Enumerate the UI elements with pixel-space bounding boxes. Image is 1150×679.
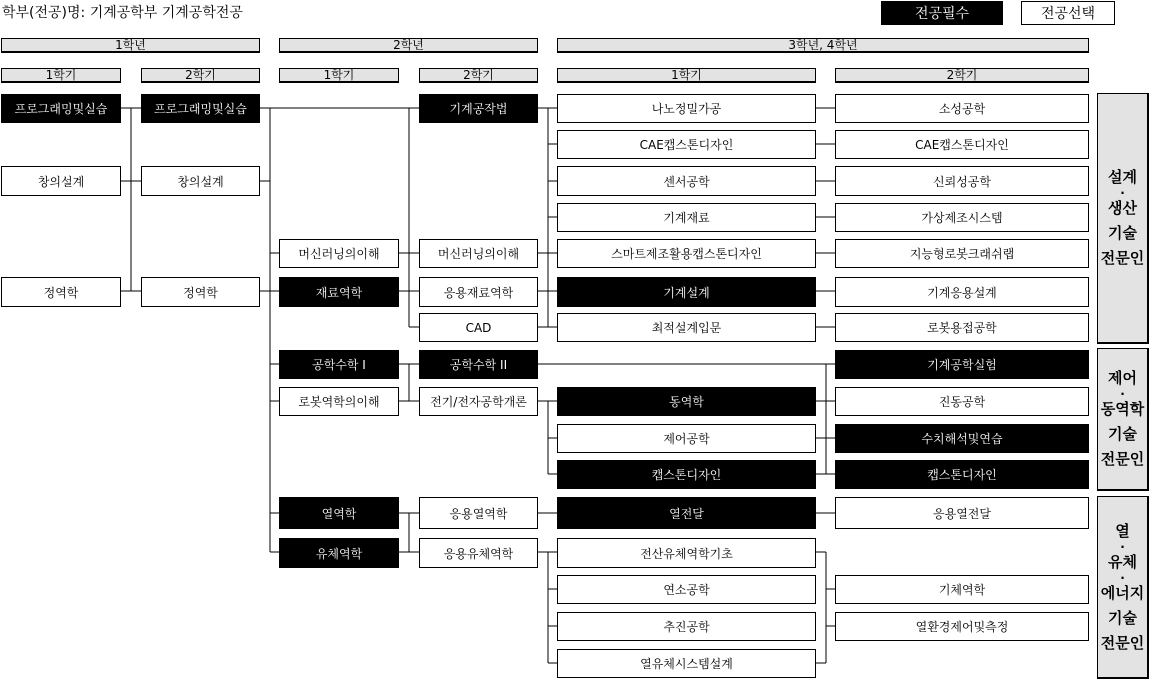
course-box: CAE캡스톤디자인 [557, 130, 816, 159]
semester-header-y34s2: 2학기 [835, 68, 1089, 83]
course-box: 열환경제어및측정 [835, 612, 1089, 641]
course-box: 나노정밀가공 [557, 94, 816, 123]
course-box: 전산유체역학기초 [557, 538, 816, 568]
course-box: 스마트제조활용캡스톤디자인 [557, 239, 816, 268]
track-label-line: 동역학 [1100, 400, 1145, 418]
track-design-production [1097, 93, 1149, 344]
course-box: 소성공학 [835, 94, 1089, 123]
track-control-dynamics [1097, 348, 1149, 491]
semester-header-y1s2: 2학기 [141, 68, 260, 83]
course-box: 창의설계 [141, 166, 260, 196]
track-label-line: 에너지 [1100, 583, 1145, 602]
course-box: 응용유체역학 [419, 538, 538, 568]
semester-header-y2s1: 1학기 [279, 68, 399, 83]
course-box: 정역학 [141, 277, 260, 307]
course-box: 수치해석및연습 [835, 424, 1089, 453]
course-box: 기체역학 [835, 575, 1089, 604]
course-box: 머신러닝의이해 [279, 239, 399, 268]
semester-header-y34s1: 1학기 [557, 68, 816, 83]
course-box: 기계설계 [557, 277, 816, 307]
course-box: 프로그래밍및실습 [1, 94, 121, 123]
year-header-2: 2학년 [279, 38, 538, 53]
course-box: 응용재료역학 [419, 277, 538, 307]
course-box: 지능형로봇크래쉬랩 [835, 239, 1089, 268]
track-label-line: · [1120, 387, 1125, 401]
track-label-line: 기술 [1108, 224, 1137, 242]
course-box: 머신러닝의이해 [419, 239, 538, 268]
course-box: 기계공학실험 [835, 350, 1089, 379]
course-box: 연소공학 [557, 575, 816, 604]
course-box: 정역학 [1, 277, 121, 307]
course-box: 전기/전자공학개론 [419, 387, 538, 416]
course-box: 센서공학 [557, 166, 816, 196]
course-box: 추진공학 [557, 612, 816, 641]
track-label-line: 기술 [1108, 425, 1137, 443]
page-title: 학부(전공)명: 기계공학부 기계공학전공 [2, 5, 243, 21]
course-box: 신뢰성공학 [835, 166, 1089, 196]
course-box: 유체역학 [279, 538, 399, 568]
course-box: 공학수학 I [279, 350, 399, 379]
track-label-line: · [1120, 539, 1125, 554]
course-box: 로봇역학의이해 [279, 387, 399, 416]
course-box: 캡스톤디자인 [557, 460, 816, 489]
course-box: 기계재료 [557, 203, 816, 232]
course-box: 열유체시스템설계 [557, 649, 816, 678]
course-box: 공학수학 II [419, 350, 538, 379]
course-box: 기계공작법 [419, 94, 538, 123]
course-box: 열전달 [557, 497, 816, 529]
course-box: 창의설계 [1, 166, 121, 196]
course-box: 최적설계입문 [557, 313, 816, 342]
course-box: CAE캡스톤디자인 [835, 130, 1089, 159]
track-label-line: 열 [1115, 521, 1130, 540]
track-label-line: 유체 [1108, 552, 1137, 571]
track-label-line: · [1120, 186, 1125, 200]
track-label-line: 제어 [1108, 369, 1137, 387]
course-box: 프로그래밍및실습 [141, 94, 260, 123]
track-thermal-fluid-energy [1097, 496, 1149, 679]
semester-header-y1s1: 1학기 [1, 68, 121, 83]
track-label-line: 기술 [1108, 608, 1137, 627]
course-box: 가상제조시스템 [835, 203, 1089, 232]
legend-required: 전공필수 [881, 1, 1003, 25]
track-label-line: 전문인 [1100, 633, 1145, 652]
course-box: 열역학 [279, 497, 399, 529]
course-box: CAD [419, 313, 538, 342]
course-box: 재료역학 [279, 277, 399, 307]
course-box: 제어공학 [557, 424, 816, 453]
track-label-line: 설계 [1108, 168, 1137, 186]
track-label-line: 생산 [1108, 199, 1137, 217]
course-box: 로봇용접공학 [835, 313, 1089, 342]
course-box: 기계응용설계 [835, 277, 1089, 307]
track-label-line: · [1120, 570, 1125, 585]
course-box: 동역학 [557, 387, 816, 416]
course-box: 캡스톤디자인 [835, 460, 1089, 489]
year-header-1: 1학년 [1, 38, 260, 53]
course-box: 응용열역학 [419, 497, 538, 529]
course-box: 응용열전달 [835, 497, 1089, 529]
year-header-3-4: 3학년, 4학년 [557, 38, 1089, 53]
course-box: 진동공학 [835, 387, 1089, 416]
semester-header-y2s2: 2학기 [419, 68, 538, 83]
legend-elective: 전공선택 [1021, 1, 1115, 25]
track-label-line: 전문인 [1100, 450, 1145, 468]
track-label-line: 전문인 [1100, 249, 1145, 267]
